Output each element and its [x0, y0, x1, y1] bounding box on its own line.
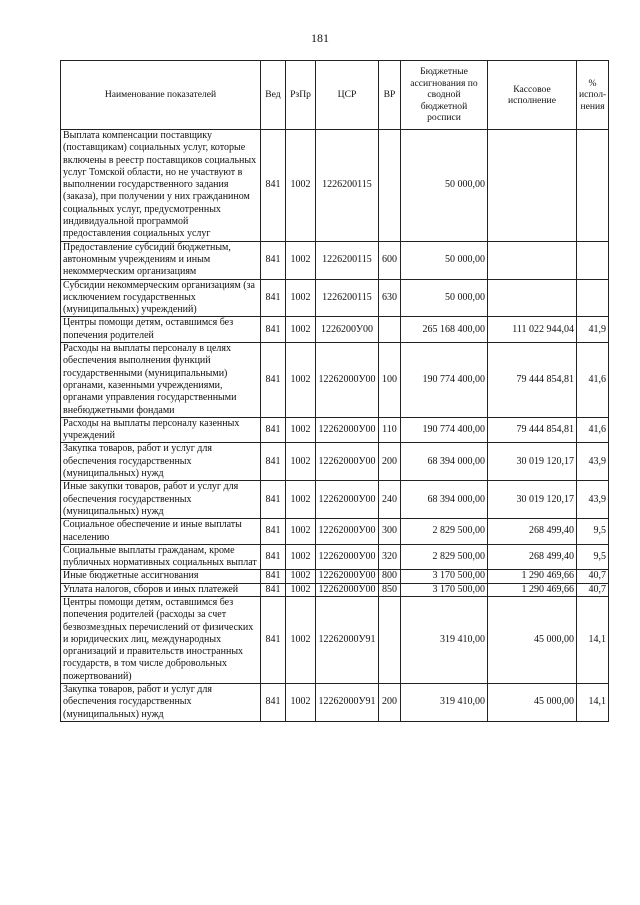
cell-ved: 841 [261, 241, 286, 279]
cell-name: Расходы на выплаты персоналу в целях обеспечения выполнения функций государственными (муниципальными) органами, казенными учреждениями, органами управления государственными внебюджетными фондами [61, 343, 261, 418]
cell-name: Закупка товаров, работ и услуг для обеспечения государственных (муниципальных) нужд [61, 684, 261, 722]
cell-ved: 841 [261, 570, 286, 583]
cell-budget: 265 168 400,00 [401, 317, 488, 343]
header-name: Наименование показателей [61, 61, 261, 130]
cell-vr: 300 [379, 519, 401, 545]
cell-budget: 68 394 000,00 [401, 481, 488, 519]
cell-ved: 841 [261, 443, 286, 481]
cell-name: Центры помощи детям, оставшимся без попечения родителей (расходы за счет безвозмездных перечислений от физических и юридических лиц, международных организаций и правительств иностранных государств, в том числе добровольных пожертвований) [61, 596, 261, 683]
cell-pct: 41,6 [577, 343, 609, 418]
budget-execution-table [60, 60, 609, 722]
cell-vr [379, 596, 401, 683]
cell-cash: 79 444 854,81 [488, 343, 577, 418]
cell-pct: 9,5 [577, 519, 609, 545]
cell-cash [488, 279, 577, 317]
cell-budget: 190 774 400,00 [401, 343, 488, 418]
cell-pct: 14,1 [577, 596, 609, 683]
cell-pct: 14,1 [577, 684, 609, 722]
table-row [61, 343, 609, 418]
cell-csr: 1226200115 [316, 279, 379, 317]
cell-vr: 850 [379, 583, 401, 596]
table-row [61, 417, 609, 443]
cell-cash: 79 444 854,81 [488, 417, 577, 443]
cell-pct: 43,9 [577, 443, 609, 481]
cell-budget: 50 000,00 [401, 130, 488, 242]
cell-budget: 50 000,00 [401, 279, 488, 317]
cell-budget: 319 410,00 [401, 684, 488, 722]
cell-vr: 110 [379, 417, 401, 443]
cell-pct: 40,7 [577, 583, 609, 596]
cell-ved: 841 [261, 317, 286, 343]
cell-budget: 3 170 500,00 [401, 583, 488, 596]
cell-vr [379, 317, 401, 343]
cell-ved: 841 [261, 544, 286, 570]
cell-rzpr: 1002 [286, 443, 316, 481]
cell-cash: 111 022 944,04 [488, 317, 577, 343]
cell-pct: 41,6 [577, 417, 609, 443]
cell-ved: 841 [261, 481, 286, 519]
header-csr: ЦСР [316, 61, 379, 130]
cell-csr: 12262000У00 [316, 544, 379, 570]
cell-cash [488, 130, 577, 242]
header-vr: ВР [379, 61, 401, 130]
table-row [61, 241, 609, 279]
cell-csr: 12262000У00 [316, 583, 379, 596]
cell-rzpr: 1002 [286, 317, 316, 343]
table-header-row [61, 61, 609, 130]
table-row [61, 443, 609, 481]
cell-pct: 43,9 [577, 481, 609, 519]
cell-rzpr: 1002 [286, 481, 316, 519]
cell-pct [577, 130, 609, 242]
cell-budget: 319 410,00 [401, 596, 488, 683]
table-row [61, 684, 609, 722]
cell-csr: 12262000У00 [316, 481, 379, 519]
cell-rzpr: 1002 [286, 241, 316, 279]
header-cash: Кассовое исполнение [488, 61, 577, 130]
cell-cash [488, 241, 577, 279]
cell-rzpr: 1002 [286, 570, 316, 583]
cell-ved: 841 [261, 279, 286, 317]
cell-budget: 50 000,00 [401, 241, 488, 279]
cell-rzpr: 1002 [286, 279, 316, 317]
cell-ved: 841 [261, 130, 286, 242]
cell-vr: 630 [379, 279, 401, 317]
cell-cash: 1 290 469,66 [488, 570, 577, 583]
cell-csr: 1226200115 [316, 241, 379, 279]
cell-cash: 268 499,40 [488, 519, 577, 545]
cell-cash: 45 000,00 [488, 596, 577, 683]
cell-vr: 240 [379, 481, 401, 519]
cell-ved: 841 [261, 596, 286, 683]
header-pct: % испол-нения [577, 61, 609, 130]
cell-vr [379, 130, 401, 242]
cell-budget: 2 829 500,00 [401, 544, 488, 570]
header-budget: Бюджетные ассигнования по сводной бюджетной росписи [401, 61, 488, 130]
cell-name: Субсидии некоммерческим организациям (за исключением государственных (муниципальных) учреждений) [61, 279, 261, 317]
cell-cash: 1 290 469,66 [488, 583, 577, 596]
cell-vr: 600 [379, 241, 401, 279]
cell-ved: 841 [261, 417, 286, 443]
cell-csr: 12262000У91 [316, 596, 379, 683]
cell-pct: 40,7 [577, 570, 609, 583]
cell-vr: 320 [379, 544, 401, 570]
page-number: 181 [311, 31, 329, 45]
header-rzpr: РзПр [286, 61, 316, 130]
cell-rzpr: 1002 [286, 544, 316, 570]
cell-budget: 2 829 500,00 [401, 519, 488, 545]
cell-rzpr: 1002 [286, 519, 316, 545]
cell-name: Иные закупки товаров, работ и услуг для обеспечения государственных (муниципальных) нужд [61, 481, 261, 519]
cell-csr: 12262000У00 [316, 519, 379, 545]
table-row [61, 317, 609, 343]
cell-pct: 41,9 [577, 317, 609, 343]
table-body [61, 130, 609, 722]
cell-name: Центры помощи детям, оставшимся без попечения родителей [61, 317, 261, 343]
cell-budget: 3 170 500,00 [401, 570, 488, 583]
cell-name: Уплата налогов, сборов и иных платежей [61, 583, 261, 596]
cell-name: Социальные выплаты гражданам, кроме публичных нормативных социальных выплат [61, 544, 261, 570]
cell-csr: 1226200У00 [316, 317, 379, 343]
cell-budget: 68 394 000,00 [401, 443, 488, 481]
cell-cash: 268 499,40 [488, 544, 577, 570]
cell-cash: 30 019 120,17 [488, 481, 577, 519]
cell-budget: 190 774 400,00 [401, 417, 488, 443]
cell-cash: 30 019 120,17 [488, 443, 577, 481]
cell-cash: 45 000,00 [488, 684, 577, 722]
cell-rzpr: 1002 [286, 130, 316, 242]
cell-csr: 12262000У00 [316, 417, 379, 443]
header-ved: Вед [261, 61, 286, 130]
cell-name: Закупка товаров, работ и услуг для обеспечения государственных (муниципальных) нужд [61, 443, 261, 481]
cell-pct [577, 241, 609, 279]
cell-pct: 9,5 [577, 544, 609, 570]
cell-csr: 1226200115 [316, 130, 379, 242]
cell-name: Иные бюджетные ассигнования [61, 570, 261, 583]
cell-rzpr: 1002 [286, 343, 316, 418]
cell-rzpr: 1002 [286, 684, 316, 722]
table-row [61, 519, 609, 545]
table-row [61, 279, 609, 317]
cell-name: Выплата компенсации поставщику (поставщикам) социальных услуг, которые включены в реестр поставщиков социальных услуг Томской области, но не участвуют в выполнении государственного задания (заказа), при получении у них гражданином социальных услуг, предусмотренных индивидуальной программой предоставления социальных услуг [61, 130, 261, 242]
cell-rzpr: 1002 [286, 583, 316, 596]
table-row [61, 481, 609, 519]
table-row [61, 570, 609, 583]
cell-vr: 200 [379, 443, 401, 481]
cell-csr: 12262000У00 [316, 443, 379, 481]
table-row [61, 544, 609, 570]
cell-ved: 841 [261, 583, 286, 596]
cell-rzpr: 1002 [286, 596, 316, 683]
cell-pct [577, 279, 609, 317]
cell-csr: 12262000У91 [316, 684, 379, 722]
cell-csr: 12262000У00 [316, 570, 379, 583]
cell-vr: 200 [379, 684, 401, 722]
cell-vr: 800 [379, 570, 401, 583]
cell-ved: 841 [261, 684, 286, 722]
cell-rzpr: 1002 [286, 417, 316, 443]
table-row [61, 596, 609, 683]
cell-name: Предоставление субсидий бюджетным, автономным учреждениям и иным некоммерческим организациям [61, 241, 261, 279]
cell-csr: 12262000У00 [316, 343, 379, 418]
cell-ved: 841 [261, 519, 286, 545]
cell-ved: 841 [261, 343, 286, 418]
cell-vr: 100 [379, 343, 401, 418]
table-row [61, 583, 609, 596]
cell-name: Расходы на выплаты персоналу казенных учреждений [61, 417, 261, 443]
cell-name: Социальное обеспечение и иные выплаты населению [61, 519, 261, 545]
table-row [61, 130, 609, 242]
